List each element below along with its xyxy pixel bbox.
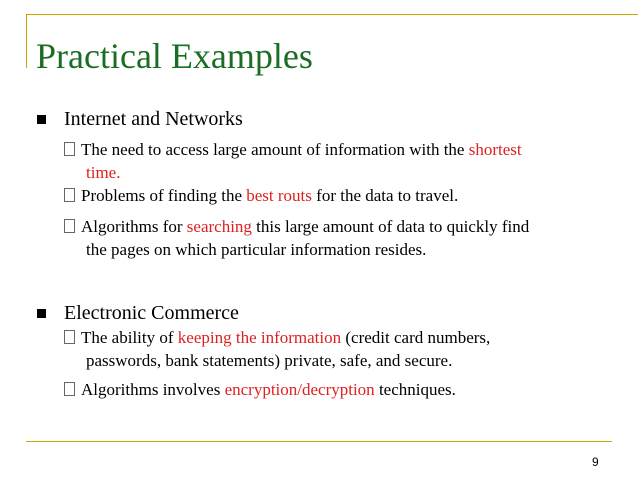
top-rule [26,14,638,15]
bottom-rule [26,441,612,442]
highlight-text: keeping the information [177,328,342,347]
square-bullet-icon [37,115,46,124]
highlight-text: shortest [468,140,522,159]
list-item: Algorithms involves encryption/decryption techniques. [64,378,604,401]
highlight-text: encryption/decryption [224,380,375,399]
missing-glyph-icon [64,142,75,156]
list-item-continuation: the pages on which particular information resides. [86,240,427,259]
missing-glyph-icon [64,219,75,233]
page-number: 9 [592,455,599,469]
highlight-text-continuation: time. [86,163,121,182]
list-item-continuation: passwords, bank statements) private, safe, and secure. [86,351,453,370]
left-rule [26,14,27,68]
list-item: Algorithms for searching this large amount of data to quickly find the pages on which particular information resides. [64,215,604,261]
highlight-text: searching [186,217,252,236]
highlight-text: best routs [246,186,312,205]
section-heading: Electronic Commerce [64,302,239,324]
missing-glyph-icon [64,330,75,344]
list-item: The ability of keeping the information (credit card numbers, passwords, bank statements) private, safe, and secure. [64,326,604,372]
list-item: The need to access large amount of information with the shortest time. [64,138,604,184]
slide-title: Practical Examples [36,36,313,76]
list-item: Problems of finding the best routs for the data to travel. [64,184,604,207]
missing-glyph-icon [64,188,75,202]
missing-glyph-icon [64,382,75,396]
square-bullet-icon [37,309,46,318]
section-heading: Internet and Networks [64,108,243,130]
